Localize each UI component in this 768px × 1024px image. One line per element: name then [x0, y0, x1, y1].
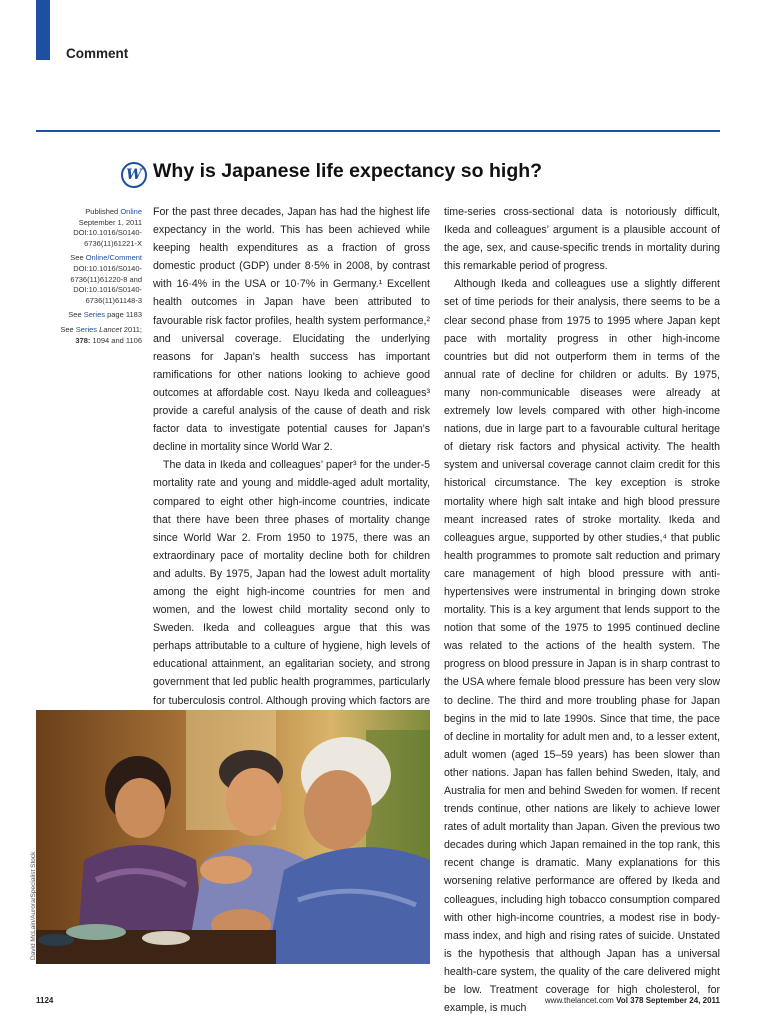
- journal-name: Lancet: [99, 324, 122, 334]
- series-link[interactable]: Series: [75, 324, 98, 334]
- body-column-1: [153, 203, 430, 728]
- footer-info: [545, 996, 720, 1005]
- paragraph: Although Ikeda and colleagues use a slightly different set of time periods for their analysis, there seems to be a clear second phase from 1975 to 1995 where Japan kept pace with mortality progress in other high-income countries but did not outperform them in terms of the annual rate of decline for children or adults. By 1975, many non-communicable diseases were already at extremely low levels compared with other high-income nations, due in large part to a favourable cultural heritage of dietary risk factors and physical activity. The health system and universal coverage cannot claim credit for this historical circumstance. The key exception is stroke mortality where high salt intake and high blood pressure meant increased rates of stroke mortality. Ikeda and colleagues argue, supported by other studies,⁴ that public health programmes to promote salt reduction and primary care management of high blood pressure with anti-hypertensives were instrumental in bringing down stroke mortality. This is a key argument that lends support to the notion that some of the 1975 to 1995 continued decline was related to the actions of the health system. The progress on blood pressure in Japan is in sharp contrast to the USA where female blood pressure has been very slow to decline. The third and more troubling phase for Japan begins in the mid to late 1990s. Since that time, the pace of decline in mortality for adult men and, to a lesser extent, adult women (aged 15–59 years) has been slower than other nations. Japan has fallen behind Sweden, Italy, and Australia for men and behind Sweden for women. If recent trends continue, other nations are likely to achieve lower rates of adult mortality than Japan. Given the previous two decades during which Japan remained in the top rank, this recent change is dramatic. Many explanations for this worsening relative performance are offered by Ikeda and colleagues, including high tobacco consumption compared with other high-income countries, a modest rise in body-mass index, and high and rising rates of suicide. Unstated is the hypothesis that although Japan has a universal health-care system, the quality of the care delivered might be low. Treatment coverage for high cholesterol, for example, is much: [444, 278, 720, 1015]
- article-title: Why is Japanese life expectancy so high?: [153, 160, 543, 182]
- series-pages: 1094 and 1106: [92, 335, 142, 345]
- online-comment-link[interactable]: Online/Comment: [85, 253, 142, 263]
- published-prefix: Published: [85, 207, 119, 216]
- web-extra-icon: W: [121, 162, 147, 188]
- site-link[interactable]: www.thelancet.com: [544, 996, 614, 1005]
- paragraph: For the past three decades, Japan has had the highest life expectancy in the world. This has been achieved while keeping health expenditures as a fraction of gross domestic product (GDP) under 8·5% in 2008, by contrast with 16·4% in the USA or 10·7% in Germany.¹ Excellent health outcomes in Japan have been attributed to favourable risk factor profiles, health system performance,² and universal coverage. Elucidating the underlying reasons for Japan’s health success has important ramifications for other nations looking to achieve good outcomes at affordable cost. Nayu Ikeda and colleagues³ provide a careful analysis of the cause of death and risk factor data to investigate potential causes for Japan’s decline in mortality since World War 2.: [153, 206, 430, 454]
- header-rule: [36, 130, 720, 132]
- paragraph: time-series cross-sectional data is notoriously difficult, Ikeda and colleagues’ argument is a plausible account of the age, sex, and cause-specific trends in mortality during this remarkable period of progress.: [444, 206, 720, 273]
- header-accent-bar: [36, 0, 50, 60]
- see-comment: [56, 253, 142, 306]
- see-series-lancet: [56, 325, 142, 346]
- see-series-page: [56, 310, 142, 321]
- photo-credit: David McLain/Aurora/Specialist Stock: [30, 851, 37, 960]
- published-online-link[interactable]: Online: [120, 207, 142, 216]
- comment-dois: DOI:10.1016/S0140-6736(11)61220-8 and DOI:10.1016/S0140-6736(11)61148-3: [70, 263, 142, 305]
- see-prefix: See: [70, 253, 84, 263]
- body-column-2: [444, 203, 720, 1017]
- series-link[interactable]: Series: [83, 310, 105, 320]
- see-prefix: See: [60, 324, 74, 334]
- doi: DOI:10.1016/S0140-6736(11)61221-X: [73, 228, 142, 248]
- series-page: page 1183: [107, 310, 142, 320]
- issue-date: September 24, 2011: [645, 996, 720, 1005]
- section-label: Comment: [66, 46, 129, 61]
- page-number: 1124: [36, 996, 54, 1005]
- photo-illustration: [36, 710, 430, 964]
- published-date: September 1, 2011: [78, 217, 142, 227]
- published-info: [56, 207, 142, 249]
- series-year: 2011;: [123, 324, 142, 334]
- paragraph: The data in Ikeda and colleagues’ paper³ for the under-5 mortality rate and young and middle-aged adult mortality, compared to eight other high-income countries, indicate that there have been three phases of mortality change since World War 2. From 1950 to 1975, there was an extraordinary pace of mortality decline both for children and adults. By 1975, Japan had the lowest adult mortality among the eight high-income countries for men and women, and the lowest child mortality second only to Sweden. Ikeda and colleagues argue that this was perhaps attributable to a culture of hygiene, high levels of educational attainment, an egalitarian society, and strong government that led public health programmes, particularly for tuberculosis control. Although proving which factors are: [153, 459, 430, 707]
- volume: Vol 378: [616, 996, 644, 1005]
- elderly-women-photo: [36, 710, 430, 964]
- article-sidebar: [56, 207, 142, 350]
- series-volume: 378:: [75, 335, 91, 345]
- see-prefix: See: [68, 310, 82, 320]
